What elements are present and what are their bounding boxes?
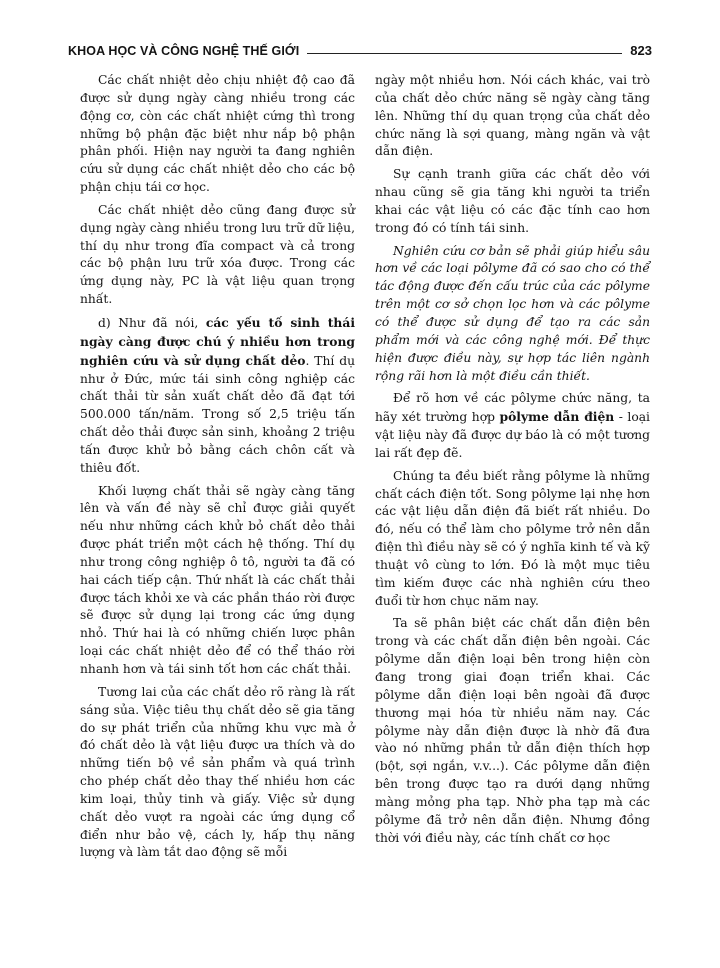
header-divider bbox=[307, 53, 622, 54]
left-paragraph-1: Các chất nhiệt dẻo chịu nhiệt độ cao đã được sử dụng ngày càng nhiều trong các động cơ, còn các chất nhiệt cứng thì trong những bộ phận đặc biệt như nắp bộ phận phân phối. Hiện nay người ta đang nghiên cứu sử dụng các chất nhiệt dẻo cho các bộ phận chịu tái cơ học. bbox=[80, 73, 355, 195]
left-paragraph-2: Các chất nhiệt dẻo cũng đang được sử dụng ngày càng nhiều trong lưu trữ dữ liệu, thí dụ như trong đĩa compact và cả trong các bộ phận lưu trữ xóa được. Trong các ứng dụng này, PC là vật liệu quan trọng nhất. bbox=[80, 202, 355, 307]
left-paragraph-5: Tương lai của các chất dẻo rõ ràng là rất sáng sủa. Việc tiêu thụ chất dẻo sẽ gia tăng do sự phát triển của những khu vực mà ở đó chất dẻo là vật liệu được ưa thích và do những tiến bộ về sản phẩm và quá trình cho phép chất dẻo thay thế nhiều hơn các kim loại, thủy tinh và giấy. Việc sử dụng chất dẻo vượt ra ngoài các ứng dụng cổ điển như bảo vệ, cách ly, hấp thụ năng lượng và làm tắt dao động sẽ mỗi bbox=[80, 684, 355, 860]
left-column bbox=[80, 72, 355, 867]
left-paragraph-3-emphasis: các yếu tố sinh thái ngày càng được chú ý nhiều hơn trong nghiên cứu và sử dụng chất dẻo bbox=[80, 314, 355, 368]
left-paragraph-4: Khối lượng chất thải sẽ ngày càng tăng lên và vấn đề này sẽ chỉ được giải quyết nếu như những cách khử bỏ chất dẻo thải được phát triển một cách hệ thống. Thí dụ như trong công nghiệp ô tô, người ta đã có hai cách tiếp cận. Thứ nhất là các chất thải được tách khỏi xe và các phần tháo rời được sẽ được sử dụng lại trong các ứng dụng nhỏ. Thứ hai là có những chiến lược phân loại các chất nhiệt dẻo để có thể tháo rời nhanh hơn và tái sinh tốt hơn các chất thải. bbox=[80, 483, 355, 676]
right-paragraph-2: Sự cạnh tranh giữa các chất dẻo với nhau cũng sẽ gia tăng khi người ta triển khai các vật liệu có các đặc tính cao hơn trong đó có tính tái sinh. bbox=[375, 167, 650, 235]
journal-title: KHOA HỌC VÀ CÔNG NGHỆ THẾ GIỚI bbox=[68, 44, 300, 58]
right-column bbox=[375, 72, 650, 852]
right-paragraph-4-emphasis: pôlyme dẫn điện bbox=[499, 409, 615, 425]
left-paragraph-3-rest: . Thí dụ như ở Đức, mức tái sinh công nghiệp các chất thải từ sản xuất chất dẻo đã đạt tới 500.000 tấn/năm. Trong số 2,5 triệu tấn chất dẻo thải được sản sinh, khoảng 2 triệu tấn được khử bỏ bằng cách chôn cất và thiêu đốt. bbox=[80, 353, 355, 475]
right-paragraph-4-lead: Để rõ hơn về các pôlyme chức năng, ta hãy xét trường hợp bbox=[375, 391, 650, 425]
right-paragraph-6: Ta sẽ phân biệt các chất dẫn điện bên trong và các chất dẫn điện bên ngoài. Các pôlyme dẫn điện loại bên trong hiện còn đang trong giai đoạn triển khai. Các pôlyme dẫn điện loại bên ngoài đã được thương mại hóa từ nhiều năm nay. Các pôlyme này dẫn điện được là nhờ đã đưa vào nó những phần tử dẫn điện thích hợp (bột, sợi ngắn, v.v...). Các pôlyme dẫn điện bên trong được tạo ra dưới dạng những màng mỏng pha tạp. Nhờ pha tạp mà các pôlyme đã trở nên dẫn điện. Nhưng đồng thời với điều này, các tính chất cơ học bbox=[375, 616, 650, 845]
page-number: 823 bbox=[630, 43, 652, 58]
right-paragraph-4 bbox=[375, 390, 650, 462]
left-paragraph-3 bbox=[80, 314, 355, 478]
right-paragraph-4-rest: - loại vật liệu này đã được dự báo là có một tương lai rất đẹp đẽ. bbox=[375, 410, 650, 460]
right-paragraph-5: Chúng ta đều biết rằng pôlyme là những chất cách điện tốt. Song pôlyme lại nhẹ hơn các vật liệu dẫn điện đã biết rất nhiều. Do đó, nếu có thể làm cho pôlyme trở nên dẫn điện thì điều này sẽ có ý nghĩa kinh tế và kỹ thuật vô cùng to lớn. Đó là một mục tiêu tìm kiếm được các nhà nghiên cứu theo đuổi từ hơn chục năm nay. bbox=[375, 468, 650, 608]
right-paragraph-3: Nghiên cứu cơ bản sẽ phải giúp hiểu sâu hơn về các loại pôlyme đã có sao cho có thể tác động được đến cấu trúc của các pôlyme trên một cơ sở chọn lọc hơn và các pôlyme có thể được sử dụng để tạo ra các sản phẩm mới và các công nghệ mới. Để thực hiện được điều này, sự hợp tác liên ngành rộng rãi hơn là một điều cần thiết. bbox=[375, 243, 650, 383]
right-paragraph-1: ngày một nhiều hơn. Nói cách khác, vai trò của chất dẻo chức năng sẽ ngày càng tăng lên. Những thí dụ quan trọng của chất dẻo chức năng là sợi quang, màng ngăn và vật dẫn điện. bbox=[375, 73, 650, 159]
left-paragraph-3-lead: d) Như đã nói, bbox=[98, 315, 206, 330]
running-header bbox=[68, 38, 652, 58]
